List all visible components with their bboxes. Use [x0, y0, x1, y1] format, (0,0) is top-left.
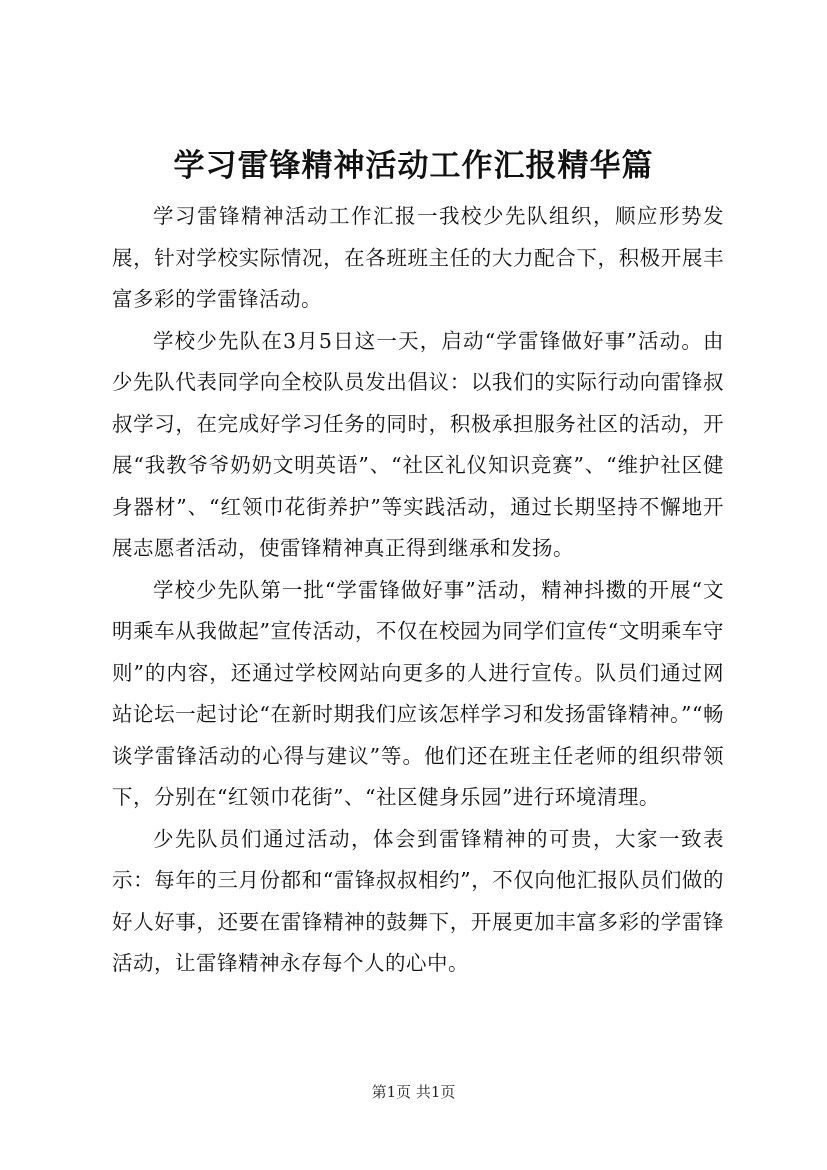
- paragraph: 学习雷锋精神活动工作汇报一我校少先队组织，顺应形势发展，针对学校实际情况，在各班班主任的大力配合下，积极开展丰富多彩的学雷锋活动。: [112, 204, 724, 311]
- paragraph: 少先队员们通过活动，体会到雷锋精神的可贵，大家一致表示：每年的三月份都和“雷锋叔叔相约”，不仅向他汇报队员们做的好人好事，还要在雷锋精神的鼓舞下，开展更加丰富多彩的学雷锋活动，让雷锋精神永存每个人的心中。: [112, 826, 724, 975]
- page-number-footer: 第1页 共1页: [371, 1083, 456, 1101]
- document-title: 学习雷锋精神活动工作汇报精华篇: [173, 148, 654, 184]
- paragraph: 学校少先队第一批“学雷锋做好事”活动，精神抖擞的开展“文明乘车从我做起”宣传活动，不仅在校园为同学们宣传“文明乘车守则”的内容，还通过学校网站向更多的人进行宣传。队员们通过网站论坛一起讨论“在新时期我们应该怎样学习和发扬雷锋精神。”“畅谈学雷锋活动的心得与建议”等。他们还在班主任老师的组织带领下，分别在“红领巾花街”、“社区健身乐园”进行环境清理。: [112, 577, 724, 809]
- document-body: [112, 196, 724, 985]
- paragraph: 学校少先队在3月5日这一天，启动“学雷锋做好事”活动。由少先队代表同学向全校队员发出倡议：以我们的实际行动向雷锋叔叔学习，在完成好学习任务的同时，积极承担服务社区的活动，开展“我教爷爷奶奶文明英语”、“社区礼仪知识竞赛”、“维护社区健身器材”、“红领巾花街养护”等实践活动，通过长期坚持不懈地开展志愿者活动，使雷锋精神真正得到继承和发扬。: [112, 328, 724, 560]
